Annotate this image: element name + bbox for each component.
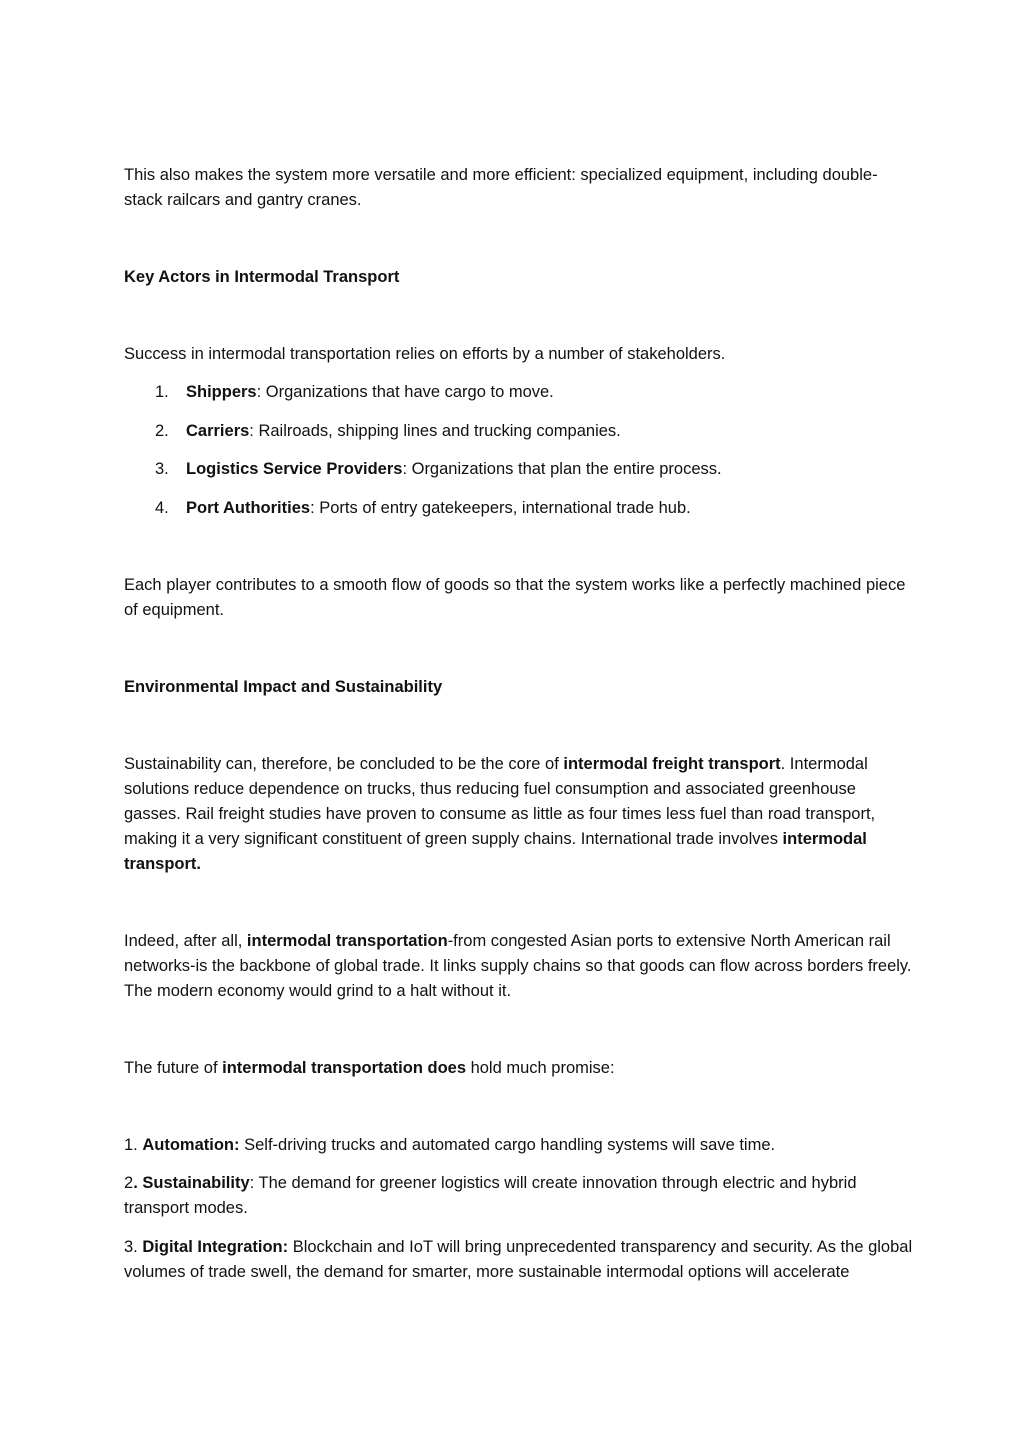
list-item-number: 4. bbox=[155, 498, 169, 517]
list-item bbox=[124, 457, 914, 482]
future-item-automation bbox=[124, 1133, 914, 1158]
key-actors-closing: Each player contributes to a smooth flow of goods so that the system works like a perfectly machined piece of equipment. bbox=[124, 575, 906, 619]
future-item-description: Blockchain and IoT will bring unprecedented transparency and security. As the global volumes of trade swell, the demand for smarter, more sustainable intermodal options will accelerate bbox=[124, 1237, 913, 1281]
list-item-description: : Organizations that have cargo to move. bbox=[256, 383, 554, 401]
text-run: . Intermodal solutions reduce dependence on trucks, thus reducing fuel consumption and associated greenhouse gasses. Rail freight studies have proven to consume as little as four times less fuel than road transport, making it a very significant constituent of green supply chains. International trade involves bbox=[124, 754, 876, 848]
future-item-sustainability bbox=[124, 1171, 914, 1221]
bold-term: intermodal transportation bbox=[246, 931, 448, 950]
future-item-number: 1. bbox=[124, 1135, 143, 1154]
intro-paragraph: This also makes the system more versatile and more efficient: specialized equipment, including double-stack railcars and gantry cranes. bbox=[124, 166, 878, 209]
future-item-term: Automation: bbox=[142, 1135, 240, 1154]
backbone-paragraph bbox=[124, 929, 914, 1004]
environment-heading: Environmental Impact and Sustainability bbox=[124, 677, 443, 696]
document-page bbox=[124, 163, 914, 1285]
future-item-number: 3. bbox=[124, 1237, 143, 1256]
future-item-number: 2 bbox=[124, 1174, 134, 1192]
list-item-number: 3. bbox=[155, 460, 169, 478]
list-item-term: Carriers bbox=[186, 421, 250, 440]
future-item-term: . Sustainability bbox=[133, 1174, 250, 1192]
key-actors-intro: Success in intermodal transportation relies on efforts by a number of stakeholders. bbox=[124, 345, 726, 363]
future-intro-paragraph bbox=[124, 1056, 914, 1081]
list-item-description: : Organizations that plan the entire process. bbox=[402, 460, 722, 478]
sustainability-paragraph bbox=[124, 752, 914, 877]
list-item-term: Shippers bbox=[186, 383, 257, 401]
future-item-term: Digital Integration: bbox=[142, 1237, 289, 1256]
text-run: Indeed, after all, bbox=[124, 931, 247, 950]
bold-term: intermodal freight transport bbox=[563, 754, 781, 773]
list-item bbox=[124, 419, 914, 444]
text-run: The future of bbox=[124, 1058, 223, 1077]
future-item-digital-integration bbox=[124, 1235, 914, 1285]
list-item-description: : Railroads, shipping lines and trucking companies. bbox=[249, 421, 621, 440]
list-item bbox=[124, 496, 914, 521]
text-run: hold much promise: bbox=[466, 1058, 615, 1077]
list-item-term: Logistics Service Providers bbox=[186, 460, 403, 478]
bold-term: intermodal transportation does bbox=[222, 1058, 466, 1077]
list-item bbox=[124, 380, 914, 405]
key-actors-heading: Key Actors in Intermodal Transport bbox=[124, 268, 400, 286]
text-run: Sustainability can, therefore, be concluded to be the core of bbox=[124, 754, 564, 773]
future-item-description: Self-driving trucks and automated cargo handling systems will save time. bbox=[239, 1135, 776, 1154]
list-item-term: Port Authorities bbox=[186, 498, 311, 517]
future-item-description: : The demand for greener logistics will create innovation through electric and hybrid transport modes. bbox=[124, 1174, 857, 1217]
bold-term: intermodal transport. bbox=[124, 829, 867, 873]
stakeholders-list bbox=[124, 380, 914, 521]
text-run: -from congested Asian ports to extensive North American rail networks-is the backbone of global trade. It links supply chains so that goods can flow across borders freely. The modern economy would grind to a halt without it. bbox=[124, 931, 912, 1000]
list-item-description: : Ports of entry gatekeepers, international trade hub. bbox=[310, 498, 691, 517]
list-item-number: 2. bbox=[155, 421, 169, 440]
list-item-number: 1. bbox=[155, 383, 169, 401]
